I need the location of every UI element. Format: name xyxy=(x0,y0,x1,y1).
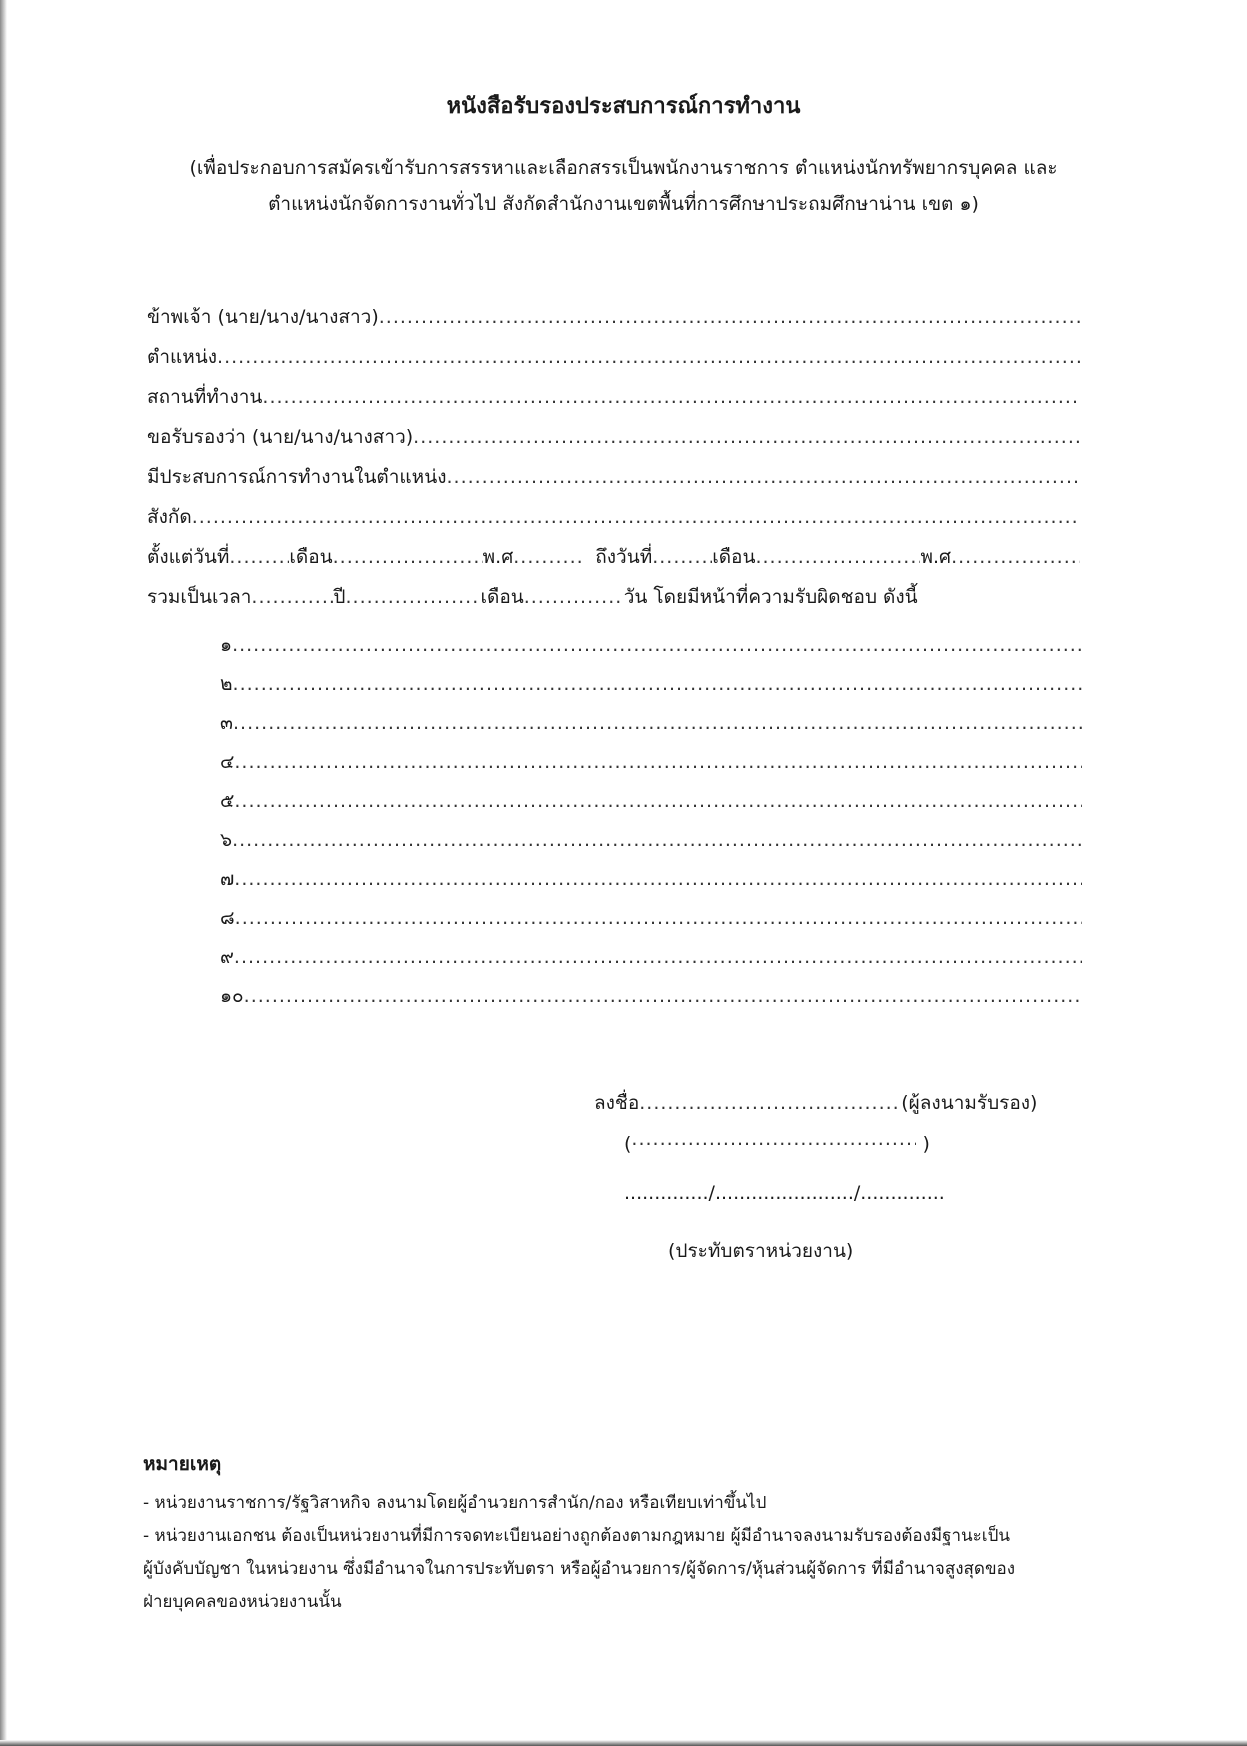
certify-row xyxy=(147,422,1080,462)
to-month-label: เดือน xyxy=(712,546,756,568)
signature-block xyxy=(594,1088,1094,1128)
certificate-form xyxy=(147,302,1080,622)
printed-name-row xyxy=(624,1128,930,1155)
notes-section xyxy=(143,1448,1093,1619)
name-row xyxy=(147,302,1080,342)
certified-person-field[interactable] xyxy=(413,426,1080,448)
certify-label: ขอรับรองว่า (นาย/นาง/นางสาว) xyxy=(147,426,414,448)
affiliation-field[interactable] xyxy=(192,506,1080,528)
duty-field[interactable] xyxy=(232,634,1082,656)
name-close-paren: ) xyxy=(916,1133,930,1155)
list-item xyxy=(220,981,1082,1020)
duty-field[interactable] xyxy=(235,907,1082,929)
note-private-line-2: ผู้บังคับบัญชา ในหน่วยงาน ซึ่งมีอำนาจในการประทับตรา หรือผู้อำนวยการ/ผู้จัดการ/หุ้นส่วนผู้จัดการ ที่มีอำนาจสูงสุดของ xyxy=(143,1559,1016,1579)
from-month-label: เดือน xyxy=(289,546,333,568)
from-date-label: ตั้งแต่วันที่ xyxy=(147,546,230,568)
sign-label: ลงชื่อ xyxy=(594,1092,640,1114)
list-item-number: ๓ xyxy=(220,712,233,734)
from-year-field[interactable] xyxy=(513,546,581,568)
notes-heading: หมายเหตุ xyxy=(143,1453,222,1475)
note-private-line-1: - หน่วยงานเอกชน ต้องเป็นหน่วยงานที่มีการจดทะเบียนอย่างถูกต้องตามกฎหมาย ผู้มีอำนาจลงนามรับรองต้องมีฐานะเป็น xyxy=(143,1526,1011,1546)
list-item-number: ๖ xyxy=(220,829,233,851)
list-item xyxy=(220,630,1082,669)
list-item-number: ๑๐ xyxy=(220,985,244,1007)
affiliation-row xyxy=(147,502,1080,542)
to-be-label: พ.ศ xyxy=(920,546,952,568)
list-item-number: ๒ xyxy=(220,673,233,695)
signature-field[interactable] xyxy=(639,1092,901,1114)
certifier-label: (ผู้ลงนามรับรอง) xyxy=(901,1092,1038,1114)
list-item-number: ๙ xyxy=(220,946,234,968)
position-label: ตำแหน่ง xyxy=(147,346,218,368)
list-item xyxy=(220,747,1082,786)
from-month-field[interactable] xyxy=(333,546,483,568)
total-months-field[interactable] xyxy=(345,586,480,608)
duty-field[interactable] xyxy=(233,712,1082,734)
experience-row xyxy=(147,462,1080,502)
duties-list xyxy=(220,630,1082,1020)
duty-field[interactable] xyxy=(233,673,1082,695)
signature-row xyxy=(594,1088,1094,1128)
list-item xyxy=(220,942,1082,981)
name-open-paren: ( xyxy=(624,1133,632,1155)
list-item-number: ๔ xyxy=(220,751,235,773)
experience-position-field[interactable] xyxy=(446,466,1080,488)
to-month-field[interactable] xyxy=(755,546,920,568)
position-field[interactable] xyxy=(217,346,1080,368)
signature-date[interactable]: ............../......................./.............. xyxy=(624,1182,945,1204)
duty-field[interactable] xyxy=(232,829,1082,851)
workplace-field[interactable] xyxy=(262,386,1080,408)
position-row xyxy=(147,342,1080,382)
date-range-row xyxy=(147,542,1080,582)
note-government: - หน่วยงานราชการ/รัฐวิสาหกิจ ลงนามโดยผู้อำนวยการสำนัก/กอง หรือเทียบเท่าขึ้นไป xyxy=(143,1493,767,1513)
document-title: หนังสือรับรองประสบการณ์การทำงาน xyxy=(446,94,801,119)
list-item-number: ๑ xyxy=(220,634,233,656)
list-item xyxy=(220,708,1082,747)
from-day-field[interactable] xyxy=(229,546,289,568)
subtitle-line-1: (เพื่อประกอบการสมัครเข้ารับการสรรหาและเลือกสรรเป็นพนักงานราชการ ตำแหน่งนักทรัพยากรบุคคล และ xyxy=(189,157,1058,179)
workplace-label: สถานที่ทำงาน xyxy=(147,386,263,408)
subtitle-line-2: ตำแหน่งนักจัดการงานทั่วไป สังกัดสำนักงานเขตพื้นที่การศึกษาประถมศึกษาน่าน เขต ๑) xyxy=(268,193,979,215)
total-days-field[interactable] xyxy=(524,586,624,608)
list-item-number: ๘ xyxy=(220,907,235,929)
duty-field[interactable] xyxy=(234,751,1082,773)
list-item xyxy=(220,825,1082,864)
affiliation-label: สังกัด xyxy=(147,506,192,528)
list-item-number: ๗ xyxy=(220,868,235,890)
printed-name-field[interactable] xyxy=(631,1128,916,1150)
duty-field[interactable] xyxy=(234,868,1082,890)
list-item xyxy=(220,786,1082,825)
document-subtitle xyxy=(0,150,1247,222)
experience-label: มีประสบการณ์การทำงานในตำแหน่ง xyxy=(147,466,447,488)
month-label: เดือน xyxy=(480,586,524,608)
name-label: ข้าพเจ้า (นาย/นาง/นางสาว) xyxy=(147,306,379,328)
total-years-field[interactable] xyxy=(251,586,333,608)
list-item xyxy=(220,669,1082,708)
year-label: ปี xyxy=(333,586,346,608)
duty-field[interactable] xyxy=(234,946,1082,968)
name-field[interactable] xyxy=(379,306,1080,328)
duty-field[interactable] xyxy=(244,985,1082,1007)
duty-field[interactable] xyxy=(234,790,1082,812)
list-item xyxy=(220,864,1082,903)
to-date-label: ถึงวันที่ xyxy=(595,546,653,568)
stamp-label: (ประทับตราหน่วยงาน) xyxy=(668,1240,854,1262)
note-private-line-3: ฝ่ายบุคคลของหน่วยงานนั้น xyxy=(143,1592,342,1612)
total-duration-row xyxy=(147,582,1080,622)
from-be-label: พ.ศ xyxy=(482,546,514,568)
to-day-field[interactable] xyxy=(652,546,712,568)
list-item xyxy=(220,903,1082,942)
list-item-number: ๕ xyxy=(220,790,235,812)
workplace-row xyxy=(147,382,1080,422)
to-year-field[interactable] xyxy=(951,546,1080,568)
total-label: รวมเป็นเวลา xyxy=(147,586,252,608)
day-duties-label: วัน โดยมีหน้าที่ความรับผิดชอบ ดังนี้ xyxy=(623,586,918,608)
